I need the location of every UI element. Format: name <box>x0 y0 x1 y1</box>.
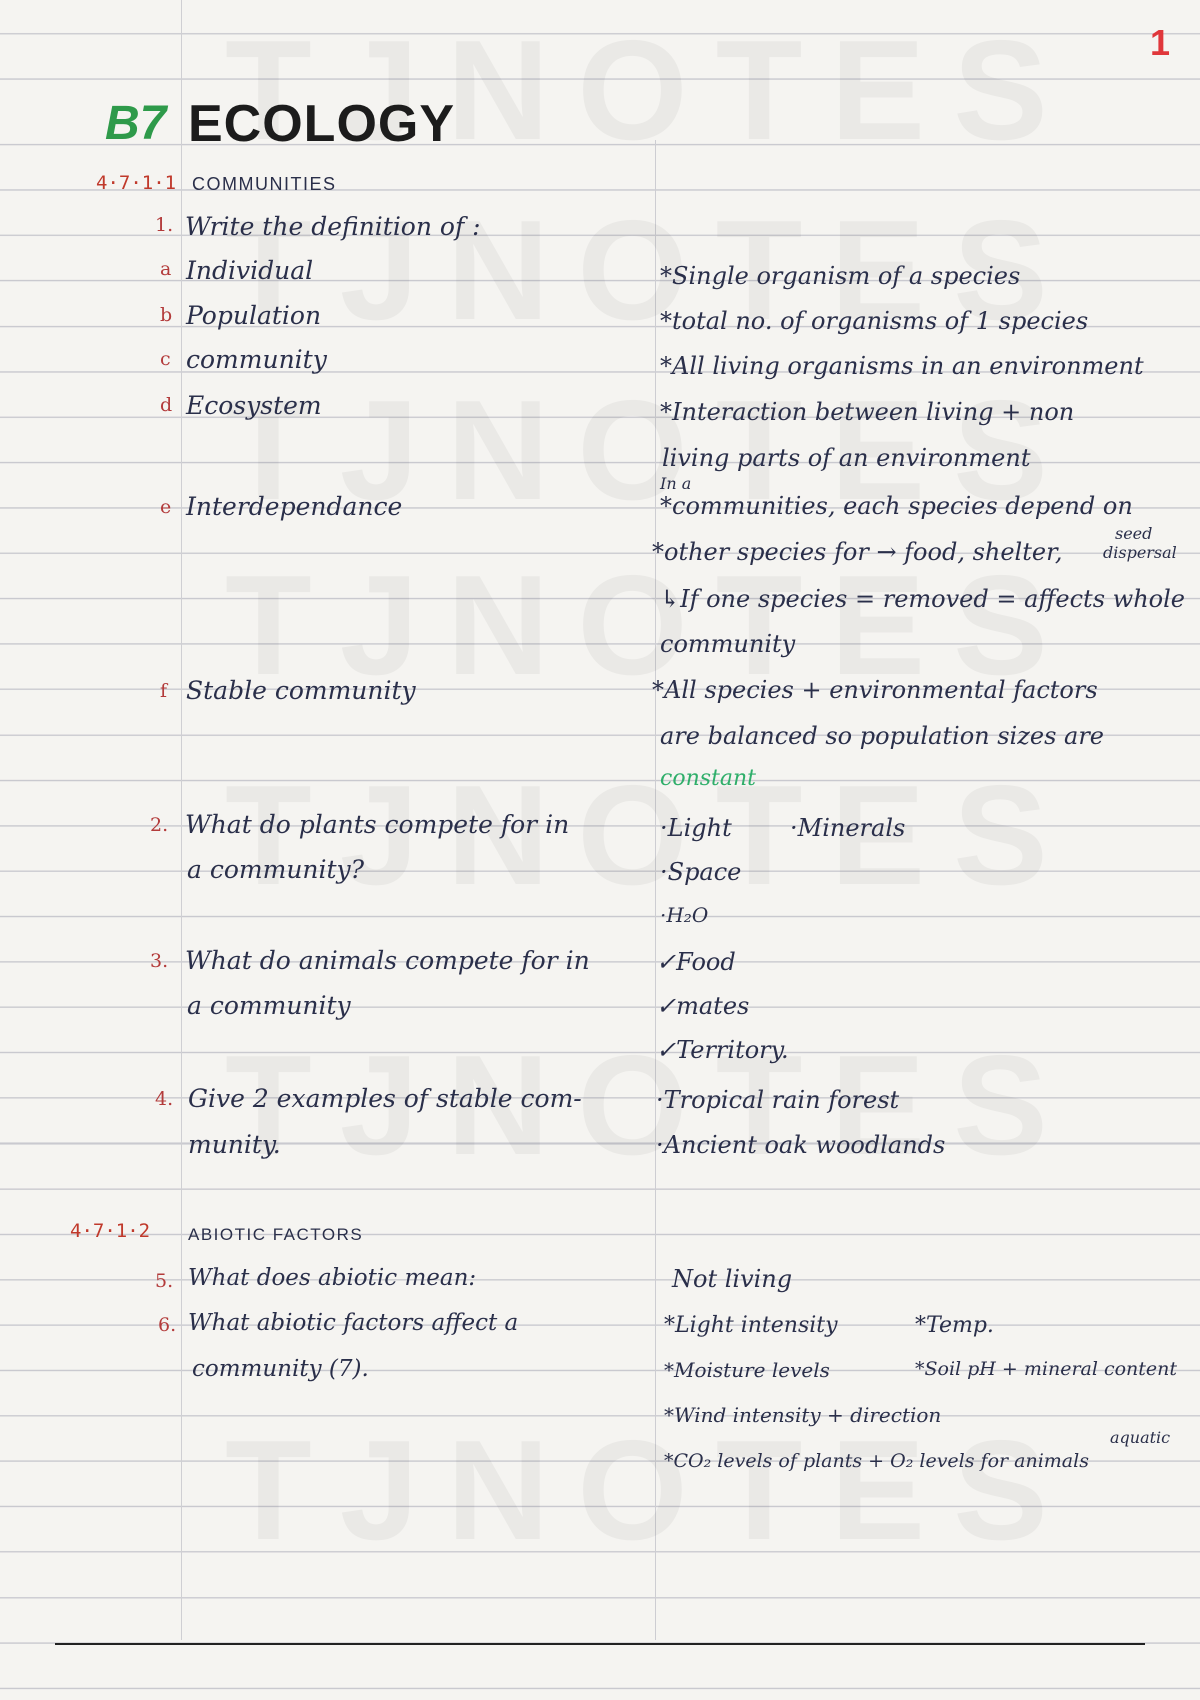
item-letter: c <box>160 348 171 370</box>
question-text: What abiotic factors affect a <box>188 1310 519 1336</box>
answer-item: ·H₂O <box>660 903 709 927</box>
answer-item: ·Tropical rain forest <box>656 1086 900 1114</box>
definition-answer-cont: living parts of an environment <box>662 444 1031 472</box>
definition-answer: *All species + environmental factors <box>652 676 1098 704</box>
item-letter: d <box>160 394 173 416</box>
definition-answer: *total no. of organisms of 1 species <box>660 307 1089 335</box>
question-text-cont: community (7). <box>192 1356 369 1382</box>
definition-answer-cont: are balanced so population sizes are <box>660 722 1104 750</box>
definition-term: Population <box>186 301 322 330</box>
answer-item: ·Ancient oak woodlands <box>656 1131 946 1159</box>
definition-term: Individual <box>186 256 314 285</box>
answer-item: *CO₂ levels of plants + O₂ levels for animals <box>664 1450 1089 1472</box>
margin-line <box>181 0 182 1640</box>
bottom-rule <box>55 1643 1145 1645</box>
definition-answer: *Interaction between living + non <box>660 398 1075 426</box>
page-number: 1 <box>1149 22 1170 63</box>
definition-note: seed <box>1115 524 1153 543</box>
answer-item: ·Light <box>660 814 732 842</box>
question-text-cont: a community? <box>187 855 365 884</box>
question-text-cont: munity. <box>188 1130 281 1159</box>
question-number: 5. <box>155 1270 174 1292</box>
definition-note: In a <box>660 474 692 493</box>
answer-item: Not living <box>672 1265 793 1293</box>
section-number: 4·7·1·2 <box>70 1220 151 1242</box>
section-title: ABIOTIC FACTORS <box>188 1225 364 1244</box>
question-number: 6. <box>158 1314 177 1336</box>
section-title: COMMUNITIES <box>192 174 337 194</box>
answer-item: *Moisture levels <box>664 1358 830 1382</box>
answer-item: ✓Food <box>656 948 736 976</box>
question-text: What do animals compete for in <box>185 946 590 975</box>
definition-answer: *All living organisms in an environment <box>660 352 1144 380</box>
answer-item: ✓Territory. <box>656 1036 789 1064</box>
question-text: Write the definition of : <box>185 212 481 241</box>
answer-item: *Wind intensity + direction <box>664 1403 942 1427</box>
answer-item: ·Space <box>660 858 742 886</box>
title-code: B7 <box>105 97 167 150</box>
question-number: 2. <box>150 814 169 836</box>
item-letter: e <box>160 496 172 518</box>
answer-item: *Light intensity <box>664 1313 838 1338</box>
question-number: 1. <box>155 214 174 236</box>
definition-term: Stable community <box>186 676 416 705</box>
question-text: Give 2 examples of stable com- <box>188 1084 582 1113</box>
definition-term: community <box>186 345 327 374</box>
definition-answer-cont: ↳If one species = removed = affects whole <box>660 585 1185 613</box>
definition-term: Ecosystem <box>186 391 322 420</box>
watermark <box>225 1420 985 1562</box>
item-letter: b <box>160 304 173 326</box>
page-title: ECOLOGY <box>188 95 456 153</box>
answer-item: *Temp. <box>915 1313 994 1338</box>
answer-item: *Soil pH + mineral content <box>915 1358 1178 1380</box>
question-number: 4. <box>155 1088 174 1110</box>
question-text-cont: a community <box>187 991 351 1020</box>
section-number: 4·7·1·1 <box>96 172 177 194</box>
definition-answer-cont: *other species for → food, shelter, <box>652 538 1063 566</box>
definition-answer: *communities, each species depend on <box>660 492 1133 520</box>
definition-term: Interdependance <box>186 492 403 521</box>
definition-answer: *Single organism of a species <box>660 262 1021 290</box>
question-text: What does abiotic mean: <box>188 1265 477 1291</box>
item-letter: a <box>160 258 172 280</box>
item-letter: f <box>160 680 168 702</box>
definition-note: dispersal <box>1103 543 1177 562</box>
answer-item: ✓mates <box>656 992 750 1020</box>
question-number: 3. <box>150 950 169 972</box>
definition-answer-cont: constant <box>660 766 756 791</box>
answer-item: ·Minerals <box>790 814 906 842</box>
question-text: What do plants compete for in <box>185 810 570 839</box>
definition-answer-cont: community <box>660 630 796 658</box>
answer-note: aquatic <box>1110 1428 1171 1447</box>
